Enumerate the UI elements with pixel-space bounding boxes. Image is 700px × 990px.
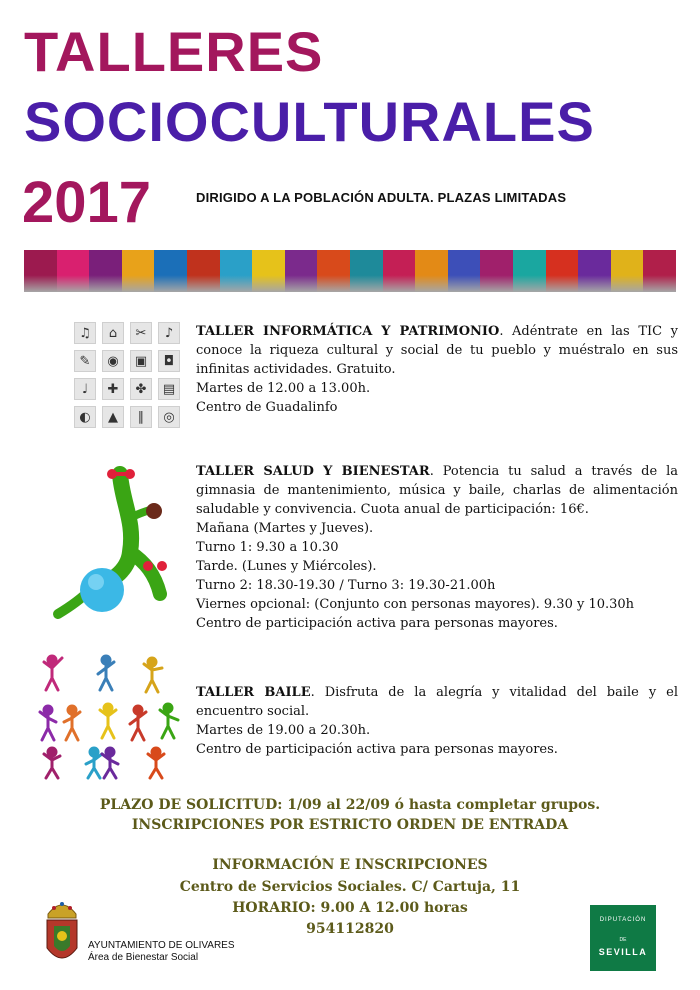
banner-stripe	[513, 250, 546, 292]
workshop-description: . Potencia tu salud a través de la gimnasia de mantenimiento, música y baile, charlas de alimentación saludable y convivencia. Cuota anual de participación: 16€.	[196, 464, 678, 517]
workshop-schedule: Martes de 19.00 a 20.30h.	[196, 723, 371, 738]
workshop-baile	[196, 683, 678, 759]
page-title-line1: TALLERES	[24, 20, 324, 83]
graduation-cap-icon: ▲	[102, 406, 124, 428]
music-note-icon: ♫	[74, 322, 96, 344]
info-address: Centro de Servicios Sociales. C/ Cartuja, 11	[179, 879, 521, 895]
org-name: AYUNTAMIENTO DE OLIVARES	[88, 940, 235, 951]
deadline-line: PLAZO DE SOLICITUD: 1/09 al 22/09 ó hasta completar grupos.	[99, 797, 601, 813]
banner-stripe	[611, 250, 644, 292]
info-phone: 954112820	[306, 921, 394, 937]
culture-icons-grid	[74, 322, 180, 428]
scissors-icon: ✂	[130, 322, 152, 344]
banner-stripe	[480, 250, 513, 292]
microphone-icon: ♩	[74, 378, 96, 400]
diputacion-line3: SEVILLA	[598, 947, 648, 957]
diputacion-line2: DE	[619, 937, 627, 943]
workshop-shift: Turno 2: 18.30-19.30 / Turno 3: 19.30-21.00h	[196, 578, 496, 593]
pushpin-icon: ✚	[102, 378, 124, 400]
audience-subtitle: DIRIGIDO A LA POBLACIÓN ADULTA. PLAZAS LIMITADAS	[196, 190, 567, 205]
info-schedule: HORARIO: 9.00 A 12.00 horas	[232, 900, 468, 916]
workshop-location: Centro de participación activa para personas mayores.	[196, 616, 558, 631]
workshop-location: Centro de Guadalinfo	[196, 400, 338, 415]
organization-name	[88, 940, 235, 964]
org-area: Área de Bienestar Social	[88, 952, 199, 963]
colorful-banner	[24, 250, 676, 292]
workshop-title: TALLER BAILE	[196, 685, 311, 700]
banner-stripe	[187, 250, 220, 292]
camera-icon: ◘	[158, 350, 180, 372]
workshop-shift: Turno 1: 9.30 a 10.30	[196, 540, 339, 555]
banner-stripe	[578, 250, 611, 292]
diputacion-line1: DIPUTACIÓN	[599, 917, 647, 923]
page-title-line2: SOCIOCULTURALES	[24, 90, 595, 153]
banner-stripe	[643, 250, 676, 292]
fan-icon: ✤	[130, 378, 152, 400]
museum-icon: ⌂	[102, 322, 124, 344]
banner-stripe	[448, 250, 481, 292]
workshop-salud	[196, 462, 678, 633]
dancers-icon	[38, 650, 188, 780]
workshop-title: TALLER SALUD Y BIENESTAR	[196, 464, 430, 479]
workshop-shift: Viernes opcional: (Conjunto con personas mayores). 9.30 y 10.30h	[196, 597, 635, 612]
banner-stripe	[89, 250, 122, 292]
workshop-description: . Disfruta de la alegría y vitalidad del baile y el encuentro social.	[196, 685, 678, 719]
banner-stripe	[220, 250, 253, 292]
year-heading: 2017	[22, 170, 152, 235]
banner-stripe	[24, 250, 57, 292]
brushes-icon: ∥	[130, 406, 152, 428]
banner-stripe	[415, 250, 448, 292]
pen-icon: ✎	[74, 350, 96, 372]
info-heading: INFORMACIÓN E INSCRIPCIONES	[212, 857, 488, 873]
palette-icon: ◐	[74, 406, 96, 428]
banner-stripe	[546, 250, 579, 292]
picture-frame-icon: ▣	[130, 350, 152, 372]
banner-stripe	[154, 250, 187, 292]
workshop-shift: Tarde. (Lunes y Miércoles).	[196, 559, 377, 574]
workshop-location: Centro de participación activa para personas mayores.	[196, 742, 558, 757]
banner-stripe	[317, 250, 350, 292]
banner-stripe	[383, 250, 416, 292]
projector-icon: ◎	[158, 406, 180, 428]
banner-stripe	[122, 250, 155, 292]
violin-icon: ♪	[158, 322, 180, 344]
globe-icon: ◉	[102, 350, 124, 372]
registration-order-line: INSCRIPCIONES POR ESTRICTO ORDEN DE ENTRADA	[131, 817, 569, 833]
diputacion-logo	[590, 905, 656, 971]
workshop-schedule: Martes de 12.00 a 13.00h.	[196, 381, 371, 396]
coat-of-arms-icon	[42, 896, 82, 970]
banner-stripe	[350, 250, 383, 292]
banner-stripe	[57, 250, 90, 292]
banner-stripe	[285, 250, 318, 292]
workshop-title: TALLER INFORMÁTICA Y PATRIMONIO	[196, 324, 500, 339]
workshop-informatica	[196, 322, 678, 417]
workshop-shift: Mañana (Martes y Jueves).	[196, 521, 374, 536]
gymnastics-figure-icon	[50, 462, 180, 622]
banner-stripe	[252, 250, 285, 292]
film-strip-icon: ▤	[158, 378, 180, 400]
workshop-description: . Adéntrate en las TIC y conoce la riqueza cultural y social de tu pueblo y muéstralo en sus infinitas actividades. Gratuito.	[196, 324, 678, 377]
